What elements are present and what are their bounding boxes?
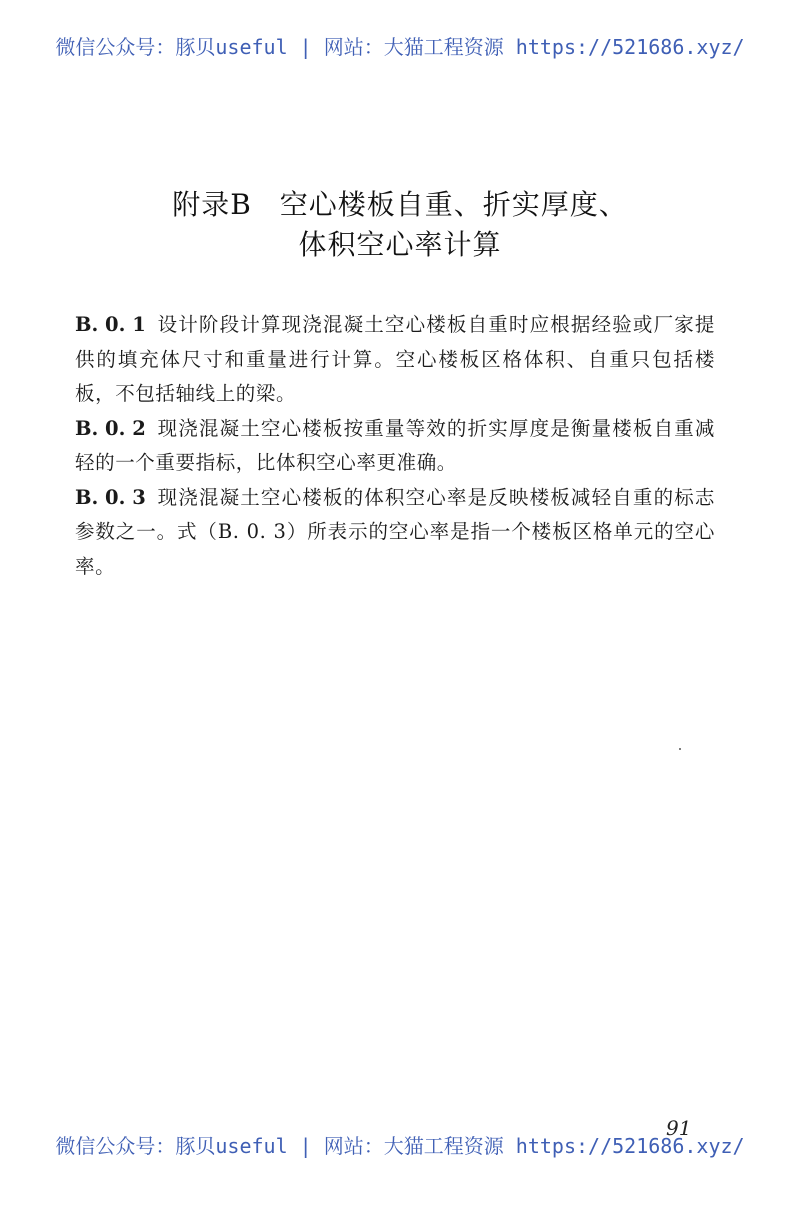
watermark-top: 微信公众号：豚贝useful | 网站：大猫工程资源 https://521686.xyz/ bbox=[55, 35, 745, 59]
title-text-1: 空心楼板自重、折实厚度、 bbox=[279, 188, 628, 221]
clause-text: 现浇混凝土空心楼板按重量等效的折实厚度是衡量楼板自重减轻的一个重要指标，比体积空心率更准确。 bbox=[75, 416, 715, 474]
appendix-title bbox=[0, 185, 800, 265]
clause-list bbox=[75, 308, 715, 584]
clause-number: B. 0. 2 bbox=[75, 416, 146, 440]
scan-speck bbox=[679, 748, 681, 750]
title-line-2: 体积空心率计算 bbox=[298, 228, 502, 261]
title-line-1 bbox=[0, 185, 800, 225]
watermark-bottom: 微信公众号：豚贝useful | 网站：大猫工程资源 https://521686.xyz/ bbox=[55, 1134, 745, 1158]
clause-text: 现浇混凝土空心楼板的体积空心率是反映楼板减轻自重的标志参数之一。式（B. 0. 3）所表示的空心率是指一个楼板区格单元的空心率。 bbox=[75, 485, 715, 578]
clause-b-0-3 bbox=[75, 481, 715, 585]
clause-text: 设计阶段计算现浇混凝土空心楼板自重时应根据经验或厂家提供的填充体尺寸和重量进行计算。空心楼板区格体积、自重只包括楼板，不包括轴线上的梁。 bbox=[75, 313, 715, 405]
page-number: 91 bbox=[666, 1116, 692, 1140]
clause-b-0-1 bbox=[75, 308, 715, 412]
appendix-label: 附录B bbox=[172, 188, 252, 221]
clause-number: B. 0. 3 bbox=[75, 485, 146, 509]
clause-b-0-2 bbox=[75, 412, 715, 481]
clause-number: B. 0. 1 bbox=[75, 313, 146, 336]
